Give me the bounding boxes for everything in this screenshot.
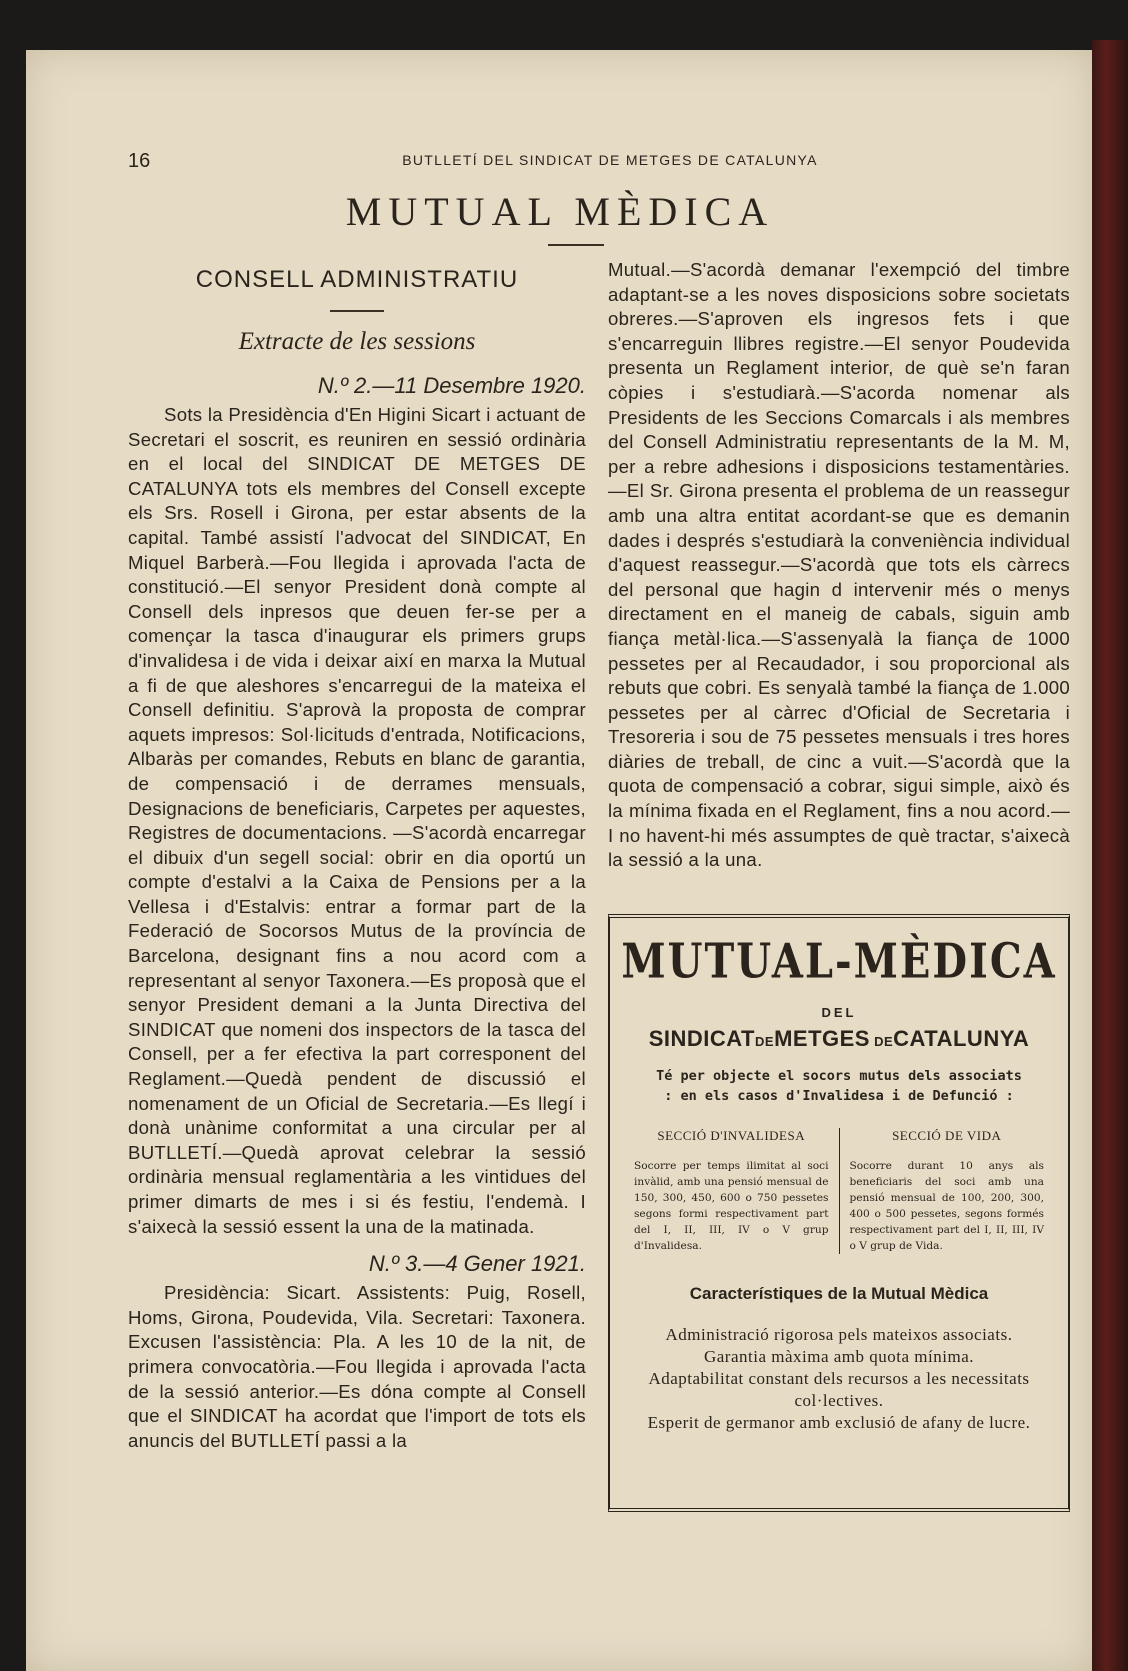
continuation-text: Mutual.—S'acordà demanar l'exempció del timbre adaptant-se a les noves disposicions sobre societats obreres.—S'aproven els ingresos fets i que s'encarreguin llibres registre.—El senyor Poudevida presenta un Reglament interior, de què se'n faran còpies i s'estudiarà.—S'acorda nomenar als Presidents de les Seccions Comarcals i als membres del Consell Administratiu representants de la M. M, per a rebre adhesions i disposicions testamentàries.—El Sr. Girona presenta el problema de un reassegur amb una altra entitat acordant-se que es demanin dades i després s'estudiarà la conveniència individual d'aquest reassegur.—S'acordà que tots els càrrecs del personal que hagin d intervenir més o menys directament en el maneig de cabals, siguin amb fiança metàl·lica.—S'assenyalà la fiança de 1000 pessetes per al Recaudador, i sou proporcional als rebuts que cobri. Es senyalà també la fiança de 1.000 pessetes per al càrrec d'Oficial de Secretaria i Tresoreria i sou de 75 pessetes mensuals i tres hores diàries de treball, de cinc a vuit.—S'acordà que la quota de compensació a cobrar, sigui simple, això és la mínima fixada en el Reglament, fins a nou acord.—I no havent-hi més assumptes de què tractar, s'aixecà la sessió a la una.	[608, 259, 1070, 871]
session-text-1: Sots la Presidència d'En Higini Sicart i actuant de Secretari el soscrit, es reuniren en sessió ordinària en el local del SINDICAT DE METGES DE CATALUNYA tots els membres del Consell excepte els Srs. Rosell i Girona, per estar absents de la capital. També assistí l'advocat del SINDICAT, En Miquel Barberà.—Fou llegida i aprovada l'acta de constitució.—El senyor President donà compte al Consell dels inpresos que deuen fer-se per a començar la tasca d'inaugurar els primers grups d'invalidesa i de vida i deixar així en marxa la Mutual a fi de que aleshores s'encarregui de la mateixa el Consell definitiu. S'aprovà la proposta de comprar aquets impresos: Sol·licituds d'entrada, Notificacions, Albaràs per comandes, Rebuts en blanc de garantia, de compensació i de derrames mensuals, Designacions de beneficiaris, Carpetes per aquestes, Registres de documentacions. —S'acordà encarregar el dibuix d'un segell social: obrir en dia oportú un compte d'estalvi a la Caixa de Pensions per a la Vellesa i d'Estalvis: entrar a formar part de la Federació de Socorsos Mutus de la província de Barcelona, designant fins a nou acord com a representant al senyor Taxonera.—Es proposà que el senyor President demani a la Junta Directiva del SINDICAT que nomeni dos inspectors de la tasca del Consell, per a fer efectiva la part corresponent del Reglament.—Quedà pendent de discussió el nomenament de un Oficial de Secretaria.—Es llegí i donà unànime conformitat a una circular per al BUTLLETÍ.—Quedà aprovat celebrar la sessió ordinària mensual reglamentària a les vintidues del primer dimarts de mes i si és festiu, l'endemà. I s'aixecà la sessió essent la una de la matinada.	[128, 404, 586, 1237]
characteristic-item: Garantia màxima amb quota mínima.	[703, 1347, 974, 1366]
invalidity-text: Socorre per temps ilimitat al soci invàlid, amb una pensió mensual de 150, 300, 450, 600 o 750 pessetes segons formi respectivament part del I, II, III, IV o V grup d'Invalidesa.	[634, 1160, 829, 1252]
invalidity-heading: SECCIÓ D'INVALIDESA	[657, 1128, 806, 1143]
page-number: 16	[128, 150, 151, 172]
session-heading-2: N.º 3.—4 Gener 1921.	[368, 1251, 586, 1277]
session-text-2: Presidència: Sicart. Assistents: Puig, Rosell, Homs, Girona, Poudevida, Vila. Secretari: Taxonera. Excusen l'assistència: Pla. A les 10 de la nit, de primera convocatòria.—Fou llegida i aprovada l'acta de la sessió anterior.—Es dóna compte al Consell que el SINDICAT ha acordat que l'import de tots els anuncis del BUTLLETÍ passi a la	[128, 1282, 586, 1451]
invalidity-section	[624, 1128, 839, 1254]
ad-organization: SINDICATDEMETGES DECATALUNYA	[648, 1026, 1030, 1051]
ad-purpose: Té per objecte el socors mutus dels associats : en els casos d'Invalidesa i de Defunció :	[656, 1068, 1022, 1104]
ad-sections	[624, 1128, 1054, 1254]
page-title: MUTUAL MÈDICA	[345, 189, 775, 234]
life-section	[839, 1128, 1055, 1254]
right-column	[608, 258, 1070, 873]
life-text: Socorre durant 10 anys als beneficiaris del soci amb una pensió mensual de 100, 200, 300, 400 o 500 pessetes, segons formés respectivament part del I, II, III, IV o V grup de Vida.	[849, 1160, 1044, 1252]
ad-title: MUTUAL-MÈDICA	[621, 933, 1057, 990]
characteristics-list	[646, 1324, 1032, 1434]
book-spine	[1092, 40, 1128, 1671]
characteristic-item: Esperit de germanor amb exclusió de afany de lucre.	[647, 1413, 1031, 1432]
session-heading-1: N.º 2.—11 Desembre 1920.	[317, 373, 586, 398]
title-rule	[548, 244, 604, 246]
characteristics-heading: Característiques de la Mutual Mèdica	[689, 1284, 989, 1303]
left-column	[128, 262, 586, 1453]
ad-del: DEL	[821, 1005, 857, 1020]
section-heading: CONSELL ADMINISTRATIU	[195, 266, 519, 293]
characteristic-item: Adaptabilitat constant dels recursos a les necessitats col·lectives.	[648, 1369, 1030, 1410]
advertisement-box	[608, 914, 1070, 1512]
section-rule	[330, 310, 384, 312]
subheading: Extracte de les sessions	[238, 328, 476, 355]
characteristic-item: Administració rigorosa pels mateixos associats.	[665, 1325, 1013, 1344]
life-heading: SECCIÓ DE VIDA	[892, 1128, 1002, 1143]
running-title: BUTLLETÍ DEL SINDICAT DE METGES DE CATALUNYA	[402, 152, 818, 168]
